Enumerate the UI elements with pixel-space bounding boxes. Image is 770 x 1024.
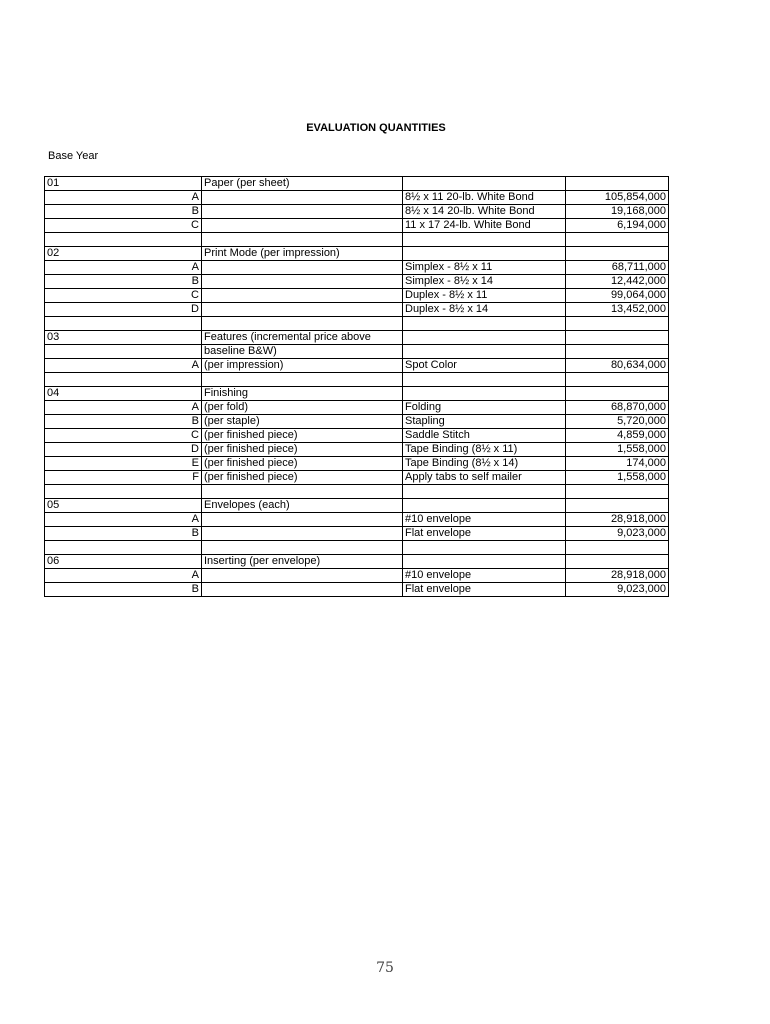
table-row <box>45 485 669 499</box>
item-description-cell <box>403 555 566 569</box>
row-id-cell: 01 <box>45 177 202 191</box>
table-row <box>45 261 669 275</box>
table-row <box>45 583 669 597</box>
quantity-cell <box>566 247 669 261</box>
quantity-cell: 9,023,000 <box>566 527 669 541</box>
row-id-cell: E <box>45 457 202 471</box>
item-description-cell: Saddle Stitch <box>403 429 566 443</box>
row-id-cell: 05 <box>45 499 202 513</box>
table-row <box>45 373 669 387</box>
row-id-cell: B <box>45 275 202 289</box>
item-description-cell: Simplex - 8½ x 14 <box>403 275 566 289</box>
quantity-cell: 28,918,000 <box>566 513 669 527</box>
quantity-cell: 12,442,000 <box>566 275 669 289</box>
item-description-cell <box>403 499 566 513</box>
category-cell <box>202 303 403 317</box>
row-id-cell: B <box>45 205 202 219</box>
quantity-cell <box>566 317 669 331</box>
row-id-cell: B <box>45 527 202 541</box>
table-row <box>45 359 669 373</box>
quantity-cell: 68,711,000 <box>566 261 669 275</box>
item-description-cell <box>403 331 566 345</box>
item-description-cell: Duplex - 8½ x 14 <box>403 303 566 317</box>
quantity-cell: 5,720,000 <box>566 415 669 429</box>
table-row <box>45 247 669 261</box>
document-subtitle: Base Year <box>48 150 99 162</box>
item-description-cell <box>403 345 566 359</box>
table-row <box>45 233 669 247</box>
quantity-cell: 9,023,000 <box>566 583 669 597</box>
item-description-cell: 11 x 17 24-lb. White Bond <box>403 219 566 233</box>
item-description-cell <box>403 247 566 261</box>
row-id-cell <box>45 485 202 499</box>
category-cell <box>202 583 403 597</box>
category-cell: Envelopes (each) <box>202 499 403 513</box>
category-cell <box>202 261 403 275</box>
item-description-cell: #10 envelope <box>403 513 566 527</box>
table-row <box>45 289 669 303</box>
table-row <box>45 443 669 457</box>
table-row <box>45 191 669 205</box>
table-row <box>45 555 669 569</box>
table-row <box>45 303 669 317</box>
category-cell: Inserting (per envelope) <box>202 555 403 569</box>
row-id-cell: D <box>45 443 202 457</box>
row-id-cell: 02 <box>45 247 202 261</box>
table-row <box>45 317 669 331</box>
quantity-cell <box>566 331 669 345</box>
category-cell: Paper (per sheet) <box>202 177 403 191</box>
row-id-cell: A <box>45 401 202 415</box>
category-cell <box>202 541 403 555</box>
quantity-cell: 4,859,000 <box>566 429 669 443</box>
item-description-cell: Flat envelope <box>403 583 566 597</box>
item-description-cell: Apply tabs to self mailer <box>403 471 566 485</box>
table-row <box>45 177 669 191</box>
item-description-cell: Tape Binding (8½ x 11) <box>403 443 566 457</box>
item-description-cell: Flat envelope <box>403 527 566 541</box>
item-description-cell: Tape Binding (8½ x 14) <box>403 457 566 471</box>
category-cell: Features (incremental price above <box>202 331 403 345</box>
row-id-cell: B <box>45 583 202 597</box>
table-row <box>45 429 669 443</box>
quantity-cell <box>566 177 669 191</box>
category-cell: (per finished piece) <box>202 429 403 443</box>
row-id-cell: C <box>45 219 202 233</box>
row-id-cell <box>45 233 202 247</box>
quantity-cell <box>566 233 669 247</box>
row-id-cell: 06 <box>45 555 202 569</box>
quantity-cell: 1,558,000 <box>566 471 669 485</box>
category-cell <box>202 205 403 219</box>
category-cell: (per finished piece) <box>202 471 403 485</box>
quantity-cell <box>566 387 669 401</box>
quantity-cell <box>566 345 669 359</box>
quantity-cell: 13,452,000 <box>566 303 669 317</box>
item-description-cell <box>403 387 566 401</box>
row-id-cell: F <box>45 471 202 485</box>
item-description-cell <box>403 485 566 499</box>
item-description-cell: Simplex - 8½ x 11 <box>403 261 566 275</box>
category-cell <box>202 513 403 527</box>
table-row <box>45 275 669 289</box>
quantity-cell: 28,918,000 <box>566 569 669 583</box>
quantity-cell: 1,558,000 <box>566 443 669 457</box>
item-description-cell: Duplex - 8½ x 11 <box>403 289 566 303</box>
table-row <box>45 499 669 513</box>
row-id-cell: D <box>45 303 202 317</box>
row-id-cell: B <box>45 415 202 429</box>
row-id-cell <box>45 345 202 359</box>
quantity-cell: 19,168,000 <box>566 205 669 219</box>
table-row <box>45 205 669 219</box>
quantity-cell: 99,064,000 <box>566 289 669 303</box>
page-number: 75 <box>376 960 394 976</box>
category-cell: baseline B&W) <box>202 345 403 359</box>
table-row <box>45 331 669 345</box>
row-id-cell: C <box>45 289 202 303</box>
table-row <box>45 401 669 415</box>
category-cell <box>202 289 403 303</box>
quantity-cell <box>566 541 669 555</box>
category-cell <box>202 233 403 247</box>
category-cell: (per finished piece) <box>202 443 403 457</box>
category-cell: Finishing <box>202 387 403 401</box>
quantity-cell <box>566 555 669 569</box>
quantity-cell: 80,634,000 <box>566 359 669 373</box>
row-id-cell: A <box>45 569 202 583</box>
quantity-cell: 68,870,000 <box>566 401 669 415</box>
table-row <box>45 471 669 485</box>
table-row <box>45 219 669 233</box>
table-row <box>45 415 669 429</box>
category-cell <box>202 275 403 289</box>
table-row <box>45 345 669 359</box>
category-cell <box>202 317 403 331</box>
row-id-cell: 03 <box>45 331 202 345</box>
item-description-cell: Spot Color <box>403 359 566 373</box>
category-cell <box>202 191 403 205</box>
category-cell: (per impression) <box>202 359 403 373</box>
table-row <box>45 387 669 401</box>
quantity-cell: 105,854,000 <box>566 191 669 205</box>
item-description-cell <box>403 541 566 555</box>
category-cell <box>202 527 403 541</box>
category-cell <box>202 219 403 233</box>
table-row <box>45 569 669 583</box>
category-cell: (per fold) <box>202 401 403 415</box>
item-description-cell: #10 envelope <box>403 569 566 583</box>
category-cell: (per staple) <box>202 415 403 429</box>
table-row <box>45 513 669 527</box>
item-description-cell: Stapling <box>403 415 566 429</box>
row-id-cell: 04 <box>45 387 202 401</box>
quantities-table <box>44 176 669 597</box>
category-cell: (per finished piece) <box>202 457 403 471</box>
row-id-cell: A <box>45 261 202 275</box>
quantity-cell <box>566 499 669 513</box>
row-id-cell: C <box>45 429 202 443</box>
document-title: EVALUATION QUANTITIES <box>306 122 446 134</box>
quantities-table-body <box>45 177 669 597</box>
item-description-cell <box>403 177 566 191</box>
category-cell: Print Mode (per impression) <box>202 247 403 261</box>
table-row <box>45 541 669 555</box>
item-description-cell: 8½ x 11 20-lb. White Bond <box>403 191 566 205</box>
row-id-cell: A <box>45 359 202 373</box>
row-id-cell: A <box>45 191 202 205</box>
category-cell <box>202 485 403 499</box>
table-row <box>45 527 669 541</box>
item-description-cell <box>403 233 566 247</box>
quantity-cell <box>566 485 669 499</box>
table-row <box>45 457 669 471</box>
row-id-cell <box>45 373 202 387</box>
quantity-cell <box>566 373 669 387</box>
quantity-cell: 174,000 <box>566 457 669 471</box>
quantity-cell: 6,194,000 <box>566 219 669 233</box>
item-description-cell <box>403 373 566 387</box>
item-description-cell: Folding <box>403 401 566 415</box>
category-cell <box>202 373 403 387</box>
row-id-cell <box>45 541 202 555</box>
row-id-cell: A <box>45 513 202 527</box>
category-cell <box>202 569 403 583</box>
item-description-cell: 8½ x 14 20-lb. White Bond <box>403 205 566 219</box>
row-id-cell <box>45 317 202 331</box>
item-description-cell <box>403 317 566 331</box>
